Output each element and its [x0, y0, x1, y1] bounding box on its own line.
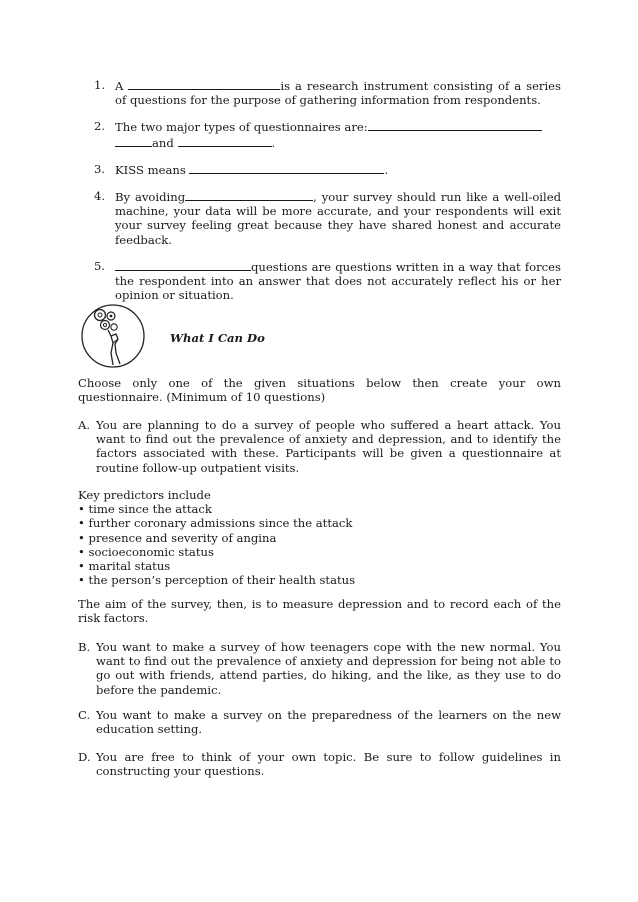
question-number: 1.: [94, 78, 106, 92]
situation-text: You want to make a survey on the preparedness of the learners on the new education setting.: [96, 708, 561, 737]
answer-blank[interactable]: [178, 135, 272, 147]
fill-in-questions: [94, 78, 561, 314]
situation-a: [78, 418, 561, 475]
question-1: [94, 78, 561, 107]
question-2: [94, 119, 561, 149]
answer-blank[interactable]: [115, 259, 251, 271]
question-text: and: [152, 135, 174, 150]
question-text: A: [115, 79, 129, 93]
question-text: The two major types of questionnaires are:: [115, 120, 368, 135]
hand-holding-gears-icon: [80, 303, 146, 369]
situation-letter: A.: [78, 418, 91, 432]
situation-letter: C.: [78, 708, 91, 722]
answer-blank[interactable]: [368, 119, 542, 131]
question-text: .: [271, 135, 276, 150]
situation-text: You are planning to do a survey of people who suffered a heart attack. You want to find out the prevalence of anxiety and depression, and to identify the factors associated with these. Participants will be given a questionnaire at routine follow-up outpatient visits.: [96, 418, 561, 475]
predictor-item: • time since the attack: [78, 502, 212, 517]
answer-blank[interactable]: [128, 78, 280, 90]
question-3: [94, 162, 561, 177]
situation-item: [78, 640, 561, 697]
instructions: Choose only one of the given situations below then create your own questionnaire. (Minimum of 10 questions): [78, 376, 561, 405]
question-text: KISS means: [115, 162, 186, 177]
predictor-item: • further coronary admissions since the attack: [78, 516, 353, 531]
question-text: , your survey should run like a well-oiled machine, your data will be more accurate, and your respondents will exit your survey feeling great because they have shared honest and accurate feedback.: [115, 190, 561, 247]
question-text: By avoiding: [115, 190, 186, 205]
predictor-item: • socioeconomic status: [78, 544, 214, 559]
situation-letter: B.: [78, 640, 91, 654]
answer-blank[interactable]: [115, 135, 152, 147]
question-number: 2.: [94, 119, 106, 134]
survey-aim: The aim of the survey, then, is to measure depression and to record each of the risk factors.: [78, 597, 561, 626]
situation-item: [78, 418, 561, 475]
predictors-intro: Key predictors include: [78, 488, 211, 502]
predictor-item: • presence and severity of angina: [78, 530, 277, 545]
situation-text: You are free to think of your own topic. Be sure to follow guidelines in constructing your questions.: [96, 750, 561, 779]
situation-c: [78, 708, 561, 736]
situation-text: You want to make a survey of how teenagers cope with the new normal. You want to find out the prevalence of anxiety and depression for being not able to go out with friends, attend parties, do hiking, and the like, as they use to do before the pandemic.: [96, 640, 561, 697]
predictor-item: • marital status: [78, 559, 171, 574]
question-number: 4.: [94, 189, 106, 204]
section-title: What I Can Do: [170, 331, 265, 345]
answer-blank[interactable]: [189, 162, 384, 174]
situation-item: [78, 708, 561, 736]
situation-d: [78, 750, 561, 778]
question-number: 5.: [94, 258, 106, 273]
question-5: [94, 259, 561, 303]
situation-letter: D.: [78, 750, 91, 764]
answer-blank[interactable]: [185, 189, 313, 201]
question-text: questions are questions written in a way that forces the respondent into an answer that does not accurately reflect his or her opinion or situation.: [115, 259, 561, 303]
situation-b: [78, 640, 561, 697]
question-4: [94, 189, 561, 247]
situation-item: [78, 750, 561, 778]
predictor-item: • the person’s perception of their health status: [78, 573, 356, 588]
question-text: .: [384, 162, 389, 177]
question-number: 3.: [94, 161, 106, 176]
question-text: is a research instrument consisting of a series of questions for the purpose of gathering information from respondents.: [115, 79, 561, 108]
key-predictors: [78, 488, 561, 587]
